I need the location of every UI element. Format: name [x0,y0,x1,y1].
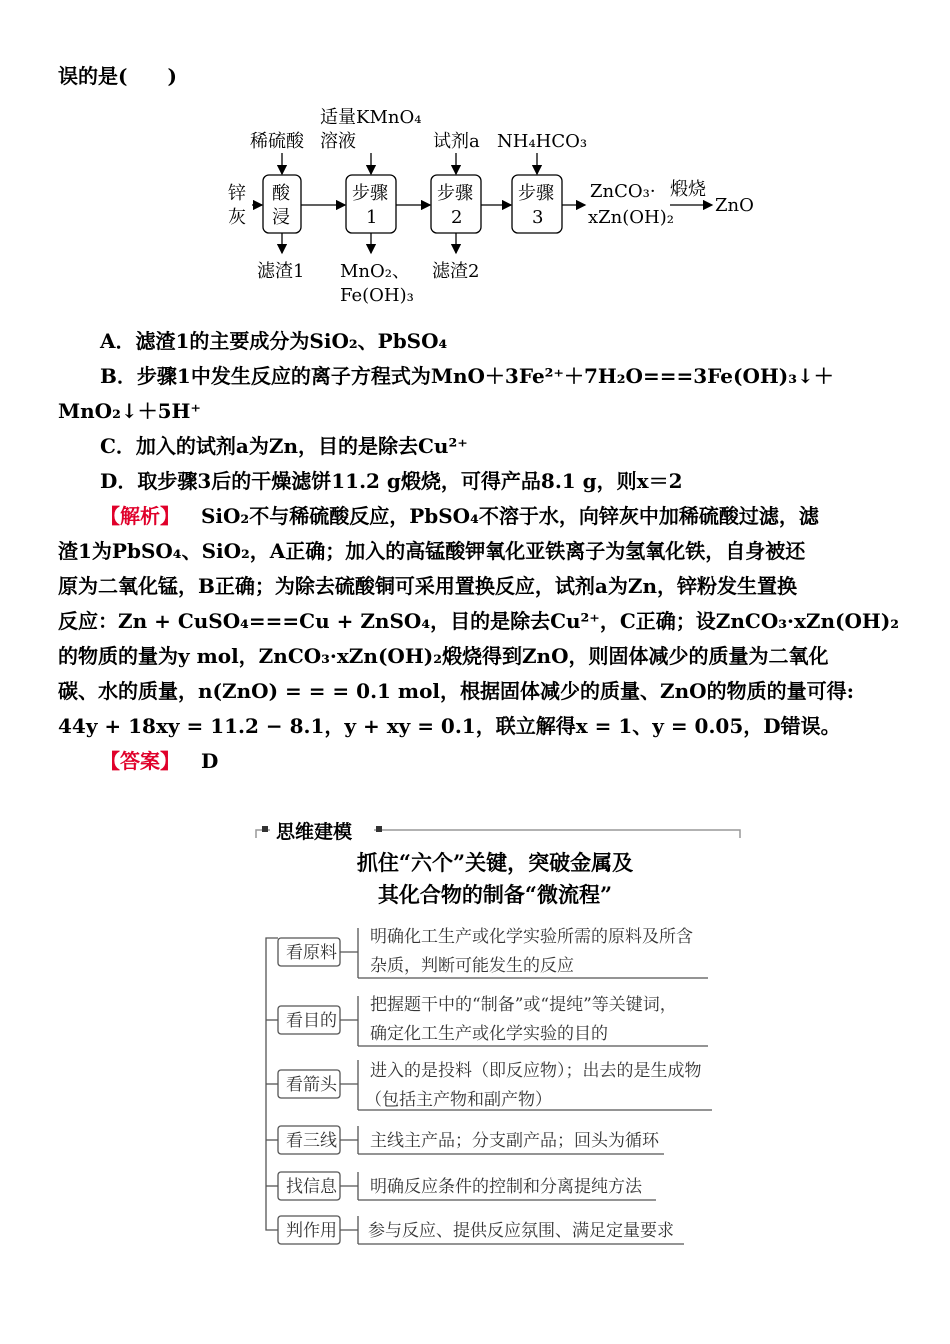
mm-text-5a: 明确反应条件的控制和分离提纯方法 [370,1177,642,1197]
reagent-sulfuric-acid: 稀硫酸 [250,131,304,152]
answer-line [100,747,218,775]
mm-text-2a: 把握题干中的“制备”或“提纯”等关键词， [370,995,677,1015]
box-1-line1: 酸 [272,183,290,204]
residue-2: 滤渣2 [432,261,480,282]
mm-text-1b: 杂质，判断可能发生的反应 [370,956,574,976]
analysis-line-6: 碳、水的质量，n(ZnO) = = = 0.1 mol，根据固体减少的质量、ZnO的物质的量可得: [58,679,854,703]
option-b: B．步骤1中发生反应的离子方程式为MnO＋3Fe²⁺＋7H₂O===3Fe(OH)₃↓＋ [100,364,834,388]
mind-model-title-1: 抓住“六个”关键，突破金属及 [356,850,634,875]
mm-text-3b: （包括主产物和副产物） [365,1090,552,1110]
box-1-line2: 浸 [272,207,290,228]
question-stem-tail: 误的是( ) [58,64,177,88]
residue-feoh3: Fe(OH)₃ [340,285,414,306]
reagent-nh4hco3: NH₄HCO₃ [497,131,588,152]
answer-value: D [200,749,219,773]
mind-model-diagram [0,810,950,1270]
intermediate-znco3: ZnCO₃· [590,181,656,202]
mm-text-3a: 进入的是投料（即反应物）；出去的是生成物 [370,1061,702,1081]
box-2-line1: 步骤 [352,183,388,204]
residue-mno2: MnO₂、 [340,261,410,282]
mind-model-header: 思维建模 [276,821,353,843]
analysis-line-4: 反应：Zn + CuSO₄===Cu + ZnSO₄，目的是除去Cu²⁺，C正确；设ZnCO₃·xZn(OH)₂ [58,609,900,633]
box-4-line1: 步骤 [518,183,554,204]
box-3-line2: 2 [451,207,463,228]
mm-label-4: 看三线 [286,1131,337,1151]
calcine-label: 煅烧 [670,179,706,200]
analysis-text-1: SiO₂不与稀硫酸反应，PbSO₄不溶于水，向锌灰中加稀硫酸过滤，滤 [200,504,819,528]
analysis-line-7: 44y + 18xy = 11.2 − 8.1，y + xy = 0.1，联立解得x = 1、y = 0.05，D错误。 [58,714,841,738]
mm-text-1a: 明确化工生产或化学实验所需的原料及所含 [370,927,693,947]
option-b-continued: MnO₂↓＋5H⁺ [58,399,201,423]
analysis-line-5: 的物质的量为y mol，ZnCO₃·xZn(OH)₂煅烧得到ZnO，则固体减少的质量为二氧化 [58,644,829,668]
reagent-kmno4: 适量KMnO₄ [320,107,422,128]
option-a: A．滤渣1的主要成分为SiO₂、PbSO₄ [100,329,448,353]
mm-label-2: 看目的 [286,1011,337,1031]
product-zno: ZnO [715,195,754,216]
mm-label-3: 看箭头 [286,1075,337,1095]
raw-material-2: 灰 [228,207,246,228]
option-c: C．加入的试剂a为Zn，目的是除去Cu²⁺ [100,434,468,458]
mm-label-5: 找信息 [286,1177,337,1197]
box-3-line1: 步骤 [437,183,473,204]
analysis-line-3: 原为二氧化锰，B正确；为除去硫酸铜可采用置换反应，试剂a为Zn，锌粉发生置换 [58,574,798,598]
analysis-line-1 [100,502,819,530]
option-d: D．取步骤3后的干燥滤饼11.2 g煅烧，可得产品8.1 g，则x＝2 [100,469,683,493]
residue-1: 滤渣1 [257,261,305,282]
mind-model-title-2: 其化合物的制备“微流程” [377,882,613,907]
mm-text-4a: 主线主产品；分支副产品；回头为循环 [370,1131,659,1151]
mm-text-2b: 确定化工生产或化学实验的目的 [370,1024,608,1044]
mm-text-6a: 参与反应、提供反应氛围、满足定量要求 [368,1221,674,1241]
mm-label-6: 判作用 [286,1221,337,1241]
answer-label: 【答案】 [100,749,180,773]
intermediate-znoh2: xZn(OH)₂ [588,207,674,228]
reagent-a: 试剂a [433,131,480,152]
analysis-label: 【解析】 [100,504,180,528]
analysis-line-2: 渣1为PbSO₄、SiO₂，A正确；加入的高锰酸钾氧化亚铁离子为氢氧化铁，自身被还 [58,539,806,563]
box-2-line2: 1 [366,207,378,228]
reagent-kmno4-solution: 溶液 [320,131,356,152]
box-4-line2: 3 [532,207,544,228]
mm-label-1: 看原料 [286,943,337,963]
raw-material-1: 锌 [228,183,246,204]
